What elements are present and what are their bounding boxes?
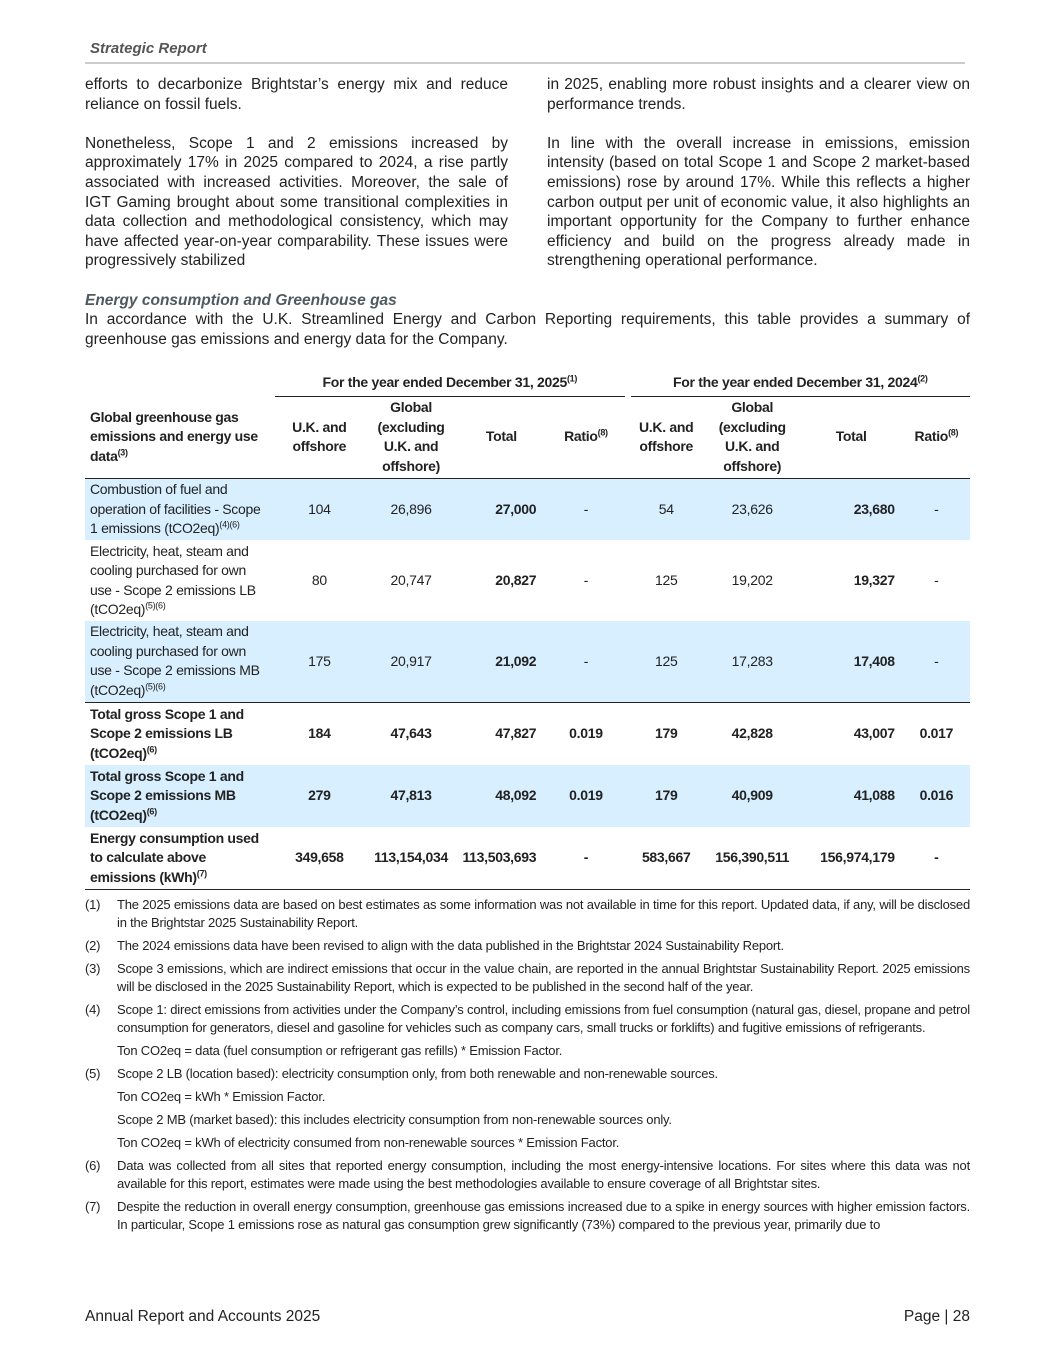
footnote: (6) Data was collected from all sites that reported energy consumption, including the most energy-intensive locations. For sites where this data was not available for this report, estimates were made using the best methodologies available to ensure coverage of all Brightstar sites. bbox=[85, 1158, 970, 1191]
cell-value: - bbox=[583, 571, 589, 588]
cell-value: 40,909 bbox=[705, 765, 800, 827]
footnote: (5) Scope 2 LB (location based): electricity consumption only, from both renewable and non-renewable sources. bbox=[85, 1066, 718, 1081]
cell-value: - bbox=[903, 621, 970, 702]
cell-value: 20,827 bbox=[495, 571, 537, 588]
cell-value: 113,154,034 bbox=[364, 827, 459, 889]
left-column bbox=[85, 75, 508, 291]
cell-value: 349,658 bbox=[275, 827, 364, 889]
cell-value: 156,974,179 bbox=[800, 827, 903, 889]
paragraph: In line with the overall increase in emissions, emission intensity (based on total Scope 1 and Scope 2 market-based emissions) rose by around 17%. While this reflects a higher carbon output per unit of economic value, it also highlights an important opportunity for the Company to further enhance efficiency and build on the progress already made in strengthening operational performance. bbox=[547, 134, 970, 270]
paragraph: in 2025, enabling more robust insights and a clearer view on performance trends. bbox=[547, 76, 970, 113]
footnote: Ton CO2eq = kWh * Emission Factor. bbox=[117, 1089, 326, 1104]
table-row bbox=[85, 478, 970, 540]
cell-value: 179 bbox=[628, 702, 705, 765]
cell-value: 0.019 bbox=[544, 765, 627, 827]
cell-value: 125 bbox=[654, 571, 678, 588]
cell-value: 0.019 bbox=[544, 702, 627, 765]
cell-value: 0.017 bbox=[903, 702, 970, 765]
cell-value: 113,503,693 bbox=[458, 827, 544, 889]
cell-value: 0.016 bbox=[903, 765, 970, 827]
paragraph: Nonetheless, Scope 1 and 2 emissions increased by approximately 17% in 2025 compared to 2024, a rise partly associated with increased activities. Moreover, the sale of IGT Gaming brought about some transitional complexities in data collection and methodological consistency, which may have affected year-on-year comparability. These issues were progressively stabilized bbox=[85, 134, 508, 270]
cell-value: 20,917 bbox=[364, 621, 459, 702]
column-header: Global greenhouse gas emissions and energy use data$^{(3)}$ bbox=[85, 396, 275, 478]
section-intro: In accordance with the U.K. Streamlined Energy and Carbon Reporting requirements, this table provides a summary of greenhouse gas emissions and energy data for the Company. bbox=[85, 311, 970, 348]
section-header: Strategic Report bbox=[90, 40, 207, 57]
cell-value: 47,813 bbox=[364, 765, 459, 827]
section-title: Energy consumption and Greenhouse gas bbox=[85, 292, 397, 309]
cell-value: 179 bbox=[628, 765, 705, 827]
table-row bbox=[85, 702, 970, 765]
cell-value: 21,092 bbox=[458, 621, 544, 702]
table-row bbox=[85, 765, 970, 827]
cell-value: 27,000 bbox=[458, 478, 544, 540]
cell-value: - bbox=[903, 827, 970, 889]
cell-value: 19,327 bbox=[853, 571, 895, 588]
footnote: Scope 2 MB (market based): this includes electricity consumption from non-renewable sources only. bbox=[117, 1112, 672, 1127]
table-row bbox=[85, 827, 970, 889]
table-row bbox=[85, 540, 970, 621]
column-header: Global (excluding U.K. and offshore) bbox=[705, 396, 800, 478]
cell-value: 17,283 bbox=[705, 621, 800, 702]
column-header: Ratio$^{(8)}$ bbox=[903, 396, 970, 478]
cell-value: - bbox=[903, 478, 970, 540]
cell-value: 48,092 bbox=[458, 765, 544, 827]
column-header: U.K. and offshore bbox=[628, 396, 705, 478]
paragraph: efforts to decarbonize Brightstar’s energy mix and reduce reliance on fossil fuels. bbox=[85, 76, 508, 113]
table-row bbox=[85, 621, 970, 702]
column-header: Total bbox=[458, 396, 544, 478]
row-label: Electricity, heat, steam and cooling purchased for own use - Scope 2 emissions MB $(tCO2eq)^{(5)(6)}$ bbox=[85, 621, 275, 702]
cell-value: 583,667 bbox=[628, 827, 705, 889]
group-header-2024: For the year ended December 31, 2024$^{(2)}$ bbox=[628, 370, 970, 396]
cell-value: 47,643 bbox=[364, 702, 459, 765]
footnote: Ton CO2eq = data (fuel consumption or refrigerant gas refills) * Emission Factor. bbox=[117, 1043, 563, 1058]
footnote: (3) Scope 3 emissions, which are indirect emissions that occur in the value chain, are reported in the annual Brightstar Sustainability Report. 2025 emissions will be disclosed in the 2025 Sustainability Report, which is expected to be published in the second half of the year. bbox=[85, 961, 970, 994]
cell-value: 41,088 bbox=[800, 765, 903, 827]
footnote: Ton CO2eq = kWh of electricity consumed from non-renewable sources * Emission Factor. bbox=[117, 1135, 620, 1150]
footer-title: Annual Report and Accounts 2025 bbox=[85, 1308, 321, 1325]
footnotes bbox=[85, 896, 970, 1239]
cell-value: - bbox=[544, 827, 627, 889]
cell-value: 19,202 bbox=[731, 571, 773, 588]
row-label: Total gross Scope 1 and Scope 2 emissions MB $(tCO2eq)^{(6)}$ bbox=[85, 765, 275, 827]
column-header: Global (excluding U.K. and offshore) bbox=[364, 396, 459, 478]
cell-value: 20,747 bbox=[390, 571, 432, 588]
page-number: Page | 28 bbox=[903, 1308, 970, 1325]
column-header: Ratio$^{(8)}$ bbox=[544, 396, 627, 478]
cell-value: 42,828 bbox=[705, 702, 800, 765]
row-label: Energy consumption used to calculate above emissions (kWh)$^{(7)}$ bbox=[85, 827, 275, 889]
column-header: U.K. and offshore bbox=[275, 396, 364, 478]
footnote: (2) The 2024 emissions data have been revised to align with the data published in the Brightstar 2024 Sustainability Report. bbox=[85, 938, 784, 953]
energy-section bbox=[85, 291, 970, 349]
cell-value: 175 bbox=[275, 621, 364, 702]
cell-value: 80 bbox=[311, 571, 327, 588]
cell-value: 43,007 bbox=[800, 702, 903, 765]
cell-value: - bbox=[544, 621, 627, 702]
cell-value: 54 bbox=[628, 478, 705, 540]
cell-value: 17,408 bbox=[800, 621, 903, 702]
cell-value: 26,896 bbox=[364, 478, 459, 540]
cell-value: 47,827 bbox=[458, 702, 544, 765]
footnote: (1) The 2025 emissions data are based on best estimates as some information was not available in time for this report. Updated data, if any, will be disclosed in the Brightstar 2025 Sustainability Report. bbox=[85, 897, 970, 930]
cell-value: 125 bbox=[628, 621, 705, 702]
row-label: Total gross Scope 1 and Scope 2 emissions LB $(tCO2eq)^{(6)}$ bbox=[85, 702, 275, 765]
row-label: Electricity, heat, steam and cooling purchased for own use - Scope 2 emissions LB $(tCO2eq)^{(5)(6)}$ bbox=[90, 542, 256, 617]
cell-value: 279 bbox=[275, 765, 364, 827]
cell-value: 23,626 bbox=[705, 478, 800, 540]
cell-value: 156,390,511 bbox=[705, 827, 800, 889]
footnote: (4) Scope 1: direct emissions from activities under the Company’s control, including emissions from fuel consumption (natural gas, diesel, propane and petrol consumption for generators, diesel and gasoline for vehicles such as company cars, small trucks or forklifts) and fugitive emissions of refrigerants. bbox=[85, 1002, 970, 1035]
row-label: Combustion of fuel and operation of facilities - Scope 1 emissions $(tCO2eq)^{(4)(6)}$ bbox=[85, 478, 275, 540]
footnote: (7) Despite the reduction in overall energy consumption, greenhouse gas emissions increased due to a spike in energy sources with higher emission factors. In particular, Scope 1 emissions rose as natural gas consumption grew significantly (73%) compared to the previous year, primarily due to bbox=[85, 1199, 970, 1232]
column-header: Total bbox=[800, 396, 903, 478]
header-divider bbox=[85, 62, 965, 64]
group-header-2025: For the year ended December 31, 2025$^{(1)}$ bbox=[275, 370, 628, 396]
right-column bbox=[547, 75, 970, 291]
emissions-table bbox=[85, 370, 970, 890]
cell-value: - bbox=[934, 571, 939, 588]
cell-value: 104 bbox=[275, 478, 364, 540]
cell-value: - bbox=[544, 478, 627, 540]
cell-value: 23,680 bbox=[800, 478, 903, 540]
cell-value: 184 bbox=[275, 702, 364, 765]
